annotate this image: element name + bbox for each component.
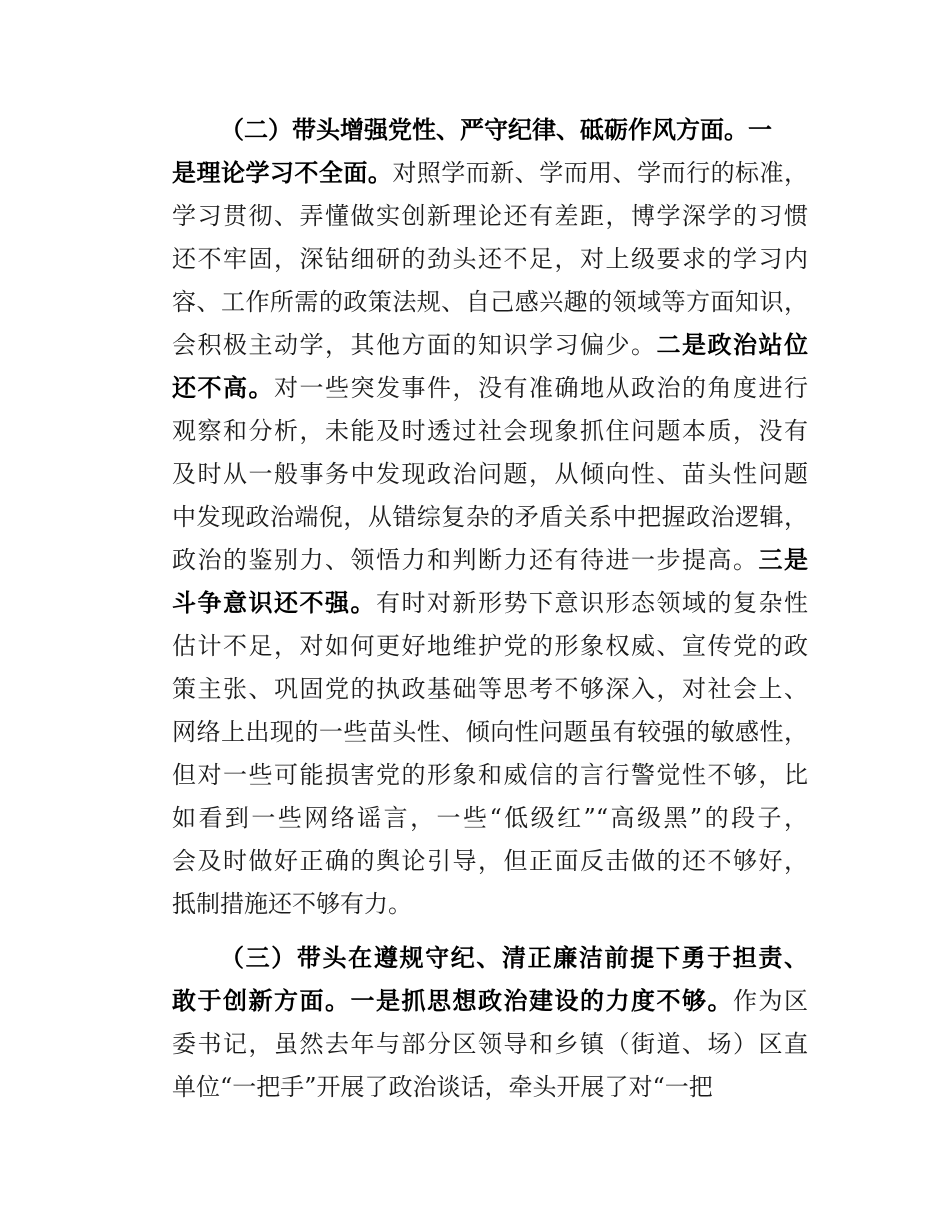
text-run: 有时对新形势下意识形态领域的复杂性 [376, 589, 808, 617]
text-line [172, 755, 808, 795]
text-run: 容、工作所需的政策法规、自己感兴趣的领域等方面知识， [172, 288, 808, 316]
text-run: 政治的鉴别力、领悟力和判断力还有待进一步提高。 [172, 546, 759, 574]
text-line [172, 1067, 808, 1107]
text-line [220, 938, 808, 978]
text-line [172, 798, 808, 838]
text-line [172, 325, 808, 365]
bold-point-1: 敢于创新方面。一是抓思想政治建设的力度不够。 [172, 987, 733, 1015]
text-line [172, 540, 808, 580]
bold-point-3: 三是 [758, 546, 808, 574]
text-run: 及时从一般事务中发现政治问题，从倾向性、苗头性问题 [172, 460, 808, 488]
text-line [172, 884, 808, 924]
text-line [172, 454, 808, 494]
text-line [172, 368, 808, 408]
text-line [172, 196, 808, 236]
heading-section-2: （二）带头增强党性、严守纪律、砥砺作风方面。一 [220, 116, 772, 144]
text-line [172, 1024, 808, 1064]
text-run: 观察和分析，未能及时透过社会现象抓住问题本质，没有 [172, 417, 808, 445]
text-run: 网络上出现的一些苗头性、倾向性问题虽有较强的敏感性， [172, 718, 808, 746]
text-line [172, 712, 808, 752]
text-line [172, 626, 808, 666]
text-run: 作为区 [733, 987, 808, 1015]
text-run: 策主张、巩固党的执政基础等思考不够深入，对社会上、 [172, 675, 808, 703]
text-line [172, 153, 808, 193]
text-run: 但对一些可能损害党的形象和威信的言行警觉性不够，比 [172, 761, 808, 789]
text-run: 单位“一把手”开展了政治谈话，牵头开展了对“一把 [172, 1073, 713, 1101]
text-run: 会积极主动学，其他方面的知识学习偏少。 [172, 331, 657, 359]
bold-point-2-cont: 还不高。 [172, 374, 274, 402]
text-line [172, 583, 808, 623]
text-line [172, 497, 808, 537]
text-run: 抵制措施还不够有力。 [172, 890, 412, 918]
text-run: 学习贯彻、弄懂做实创新理论还有差距，博学深学的习惯 [172, 202, 808, 230]
text-run: 还不牢固，深钻细研的劲头还不足，对上级要求的学习内 [172, 245, 808, 273]
heading-section-3: （三）带头在遵规守纪、清正廉洁前提下勇于担责、 [220, 944, 808, 972]
text-line [172, 981, 808, 1021]
text-line [172, 669, 808, 709]
text-line [220, 110, 808, 150]
text-line [172, 239, 808, 279]
text-run: 估计不足，对如何更好地维护党的形象权威、宣传党的政 [172, 632, 808, 660]
text-line [172, 841, 808, 881]
text-line [172, 282, 808, 322]
text-line [172, 411, 808, 451]
bold-point-3-cont: 斗争意识还不强。 [172, 589, 376, 617]
text-run: 中发现政治端倪，从错综复杂的矛盾关系中把握政治逻辑， [172, 503, 808, 531]
text-run: 会及时做好正确的舆论引导，但正面反击做的还不够好， [172, 847, 808, 875]
text-run: 对照学而新、学而用、学而行的标准， [392, 159, 809, 187]
text-run: 委书记，虽然去年与部分区领导和乡镇（街道、场）区直 [172, 1030, 808, 1058]
bold-point-1: 是理论学习不全面。 [172, 159, 393, 187]
text-run: 对一些突发事件，没有准确地从政治的角度进行 [274, 374, 808, 402]
bold-point-2: 二是政治站位 [656, 331, 808, 359]
text-run: 如看到一些网络谣言，一些“低级红”“高级黑”的段子， [172, 804, 808, 832]
